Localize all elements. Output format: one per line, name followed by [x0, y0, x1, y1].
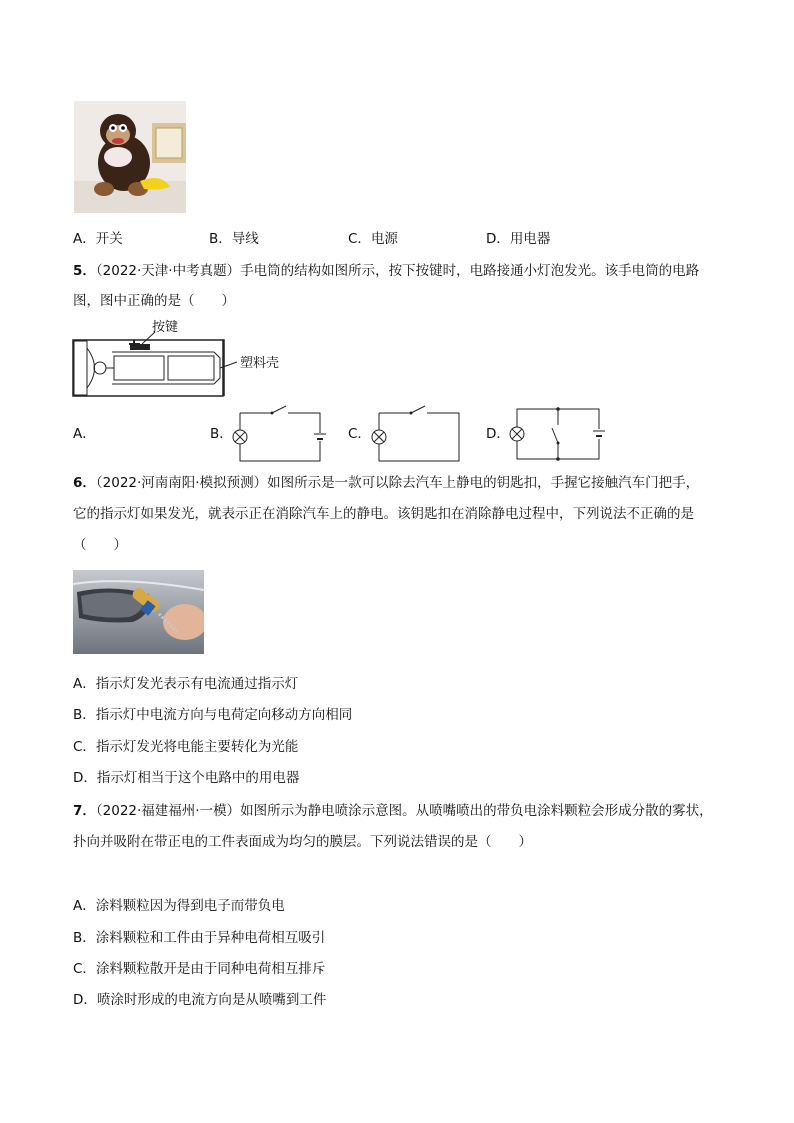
q6-option-d[interactable]: D．指示灯相当于这个电路中的用电器 [73, 770, 300, 786]
q7-option-d[interactable]: D．喷涂时形成的电流方向是从喷嘴到工件 [73, 992, 327, 1008]
keychain-photo [73, 570, 204, 654]
q6-option-b[interactable]: B．指示灯中电流方向与电荷定向移动方向相同 [73, 707, 353, 723]
circuit-d [505, 401, 605, 465]
q7-option-b[interactable]: B．涂料颗粒和工件由于异种电荷相互吸引 [73, 930, 326, 946]
q4-option-d[interactable]: D．用电器 [486, 231, 551, 247]
q6-stem-line1: 6．（2022·河南南阳·模拟预测）如图所示是一款可以除去汽车上静电的钥匙扣，手握它接触汽车门把手， [73, 475, 700, 491]
q7-option-c[interactable]: C．涂料颗粒散开是由于同种电荷相互排斥 [73, 961, 326, 977]
circuit-c [367, 403, 467, 465]
label-button: 按键 [152, 320, 179, 335]
circuit-b [228, 403, 328, 465]
q4-option-c[interactable]: C．电源 [348, 231, 398, 247]
q6-option-a[interactable]: A．指示灯发光表示有电流通过指示灯 [73, 676, 299, 692]
q5-stem-line2: 图，图中正确的是（ ） [73, 293, 235, 309]
toy-monkey-photo [74, 101, 186, 213]
q7-stem-line2: 扑向并吸附在带正电的工件表面成为均匀的膜层。下列说法错误的是（ ） [73, 834, 532, 850]
q6-stem-line2: 它的指示灯如果发光，就表示正在消除汽车上的静电。该钥匙扣在消除静电过程中，下列说法不正确的是 [73, 506, 694, 522]
q4-option-b[interactable]: B．导线 [209, 231, 259, 247]
q5-option-d[interactable]: D． [486, 426, 510, 442]
q4-option-a[interactable]: A．开关 [73, 231, 123, 247]
q6-stem-line3: （ ） [73, 537, 127, 553]
label-plastic-shell: 塑料壳 [240, 356, 280, 371]
q5-stem-line1: 5．（2022·天津·中考真题）手电筒的结构如图所示，按下按键时，电路接通小灯泡发光。该手电筒的电路 [73, 263, 700, 279]
q7-stem-line1: 7．（2022·福建福州·一模）如图所示为静电喷涂示意图。从喷嘴喷出的带负电涂料颗粒会形成分散的雾状， [73, 803, 713, 819]
flashlight-diagram [72, 318, 302, 400]
q7-option-a[interactable]: A．涂料颗粒因为得到电子而带负电 [73, 898, 285, 914]
q5-option-b[interactable]: B． [210, 426, 233, 442]
q5-option-c[interactable]: C． [348, 426, 371, 442]
q6-option-c[interactable]: C．指示灯发光将电能主要转化为光能 [73, 739, 299, 755]
q5-option-a[interactable]: A． [73, 426, 96, 442]
